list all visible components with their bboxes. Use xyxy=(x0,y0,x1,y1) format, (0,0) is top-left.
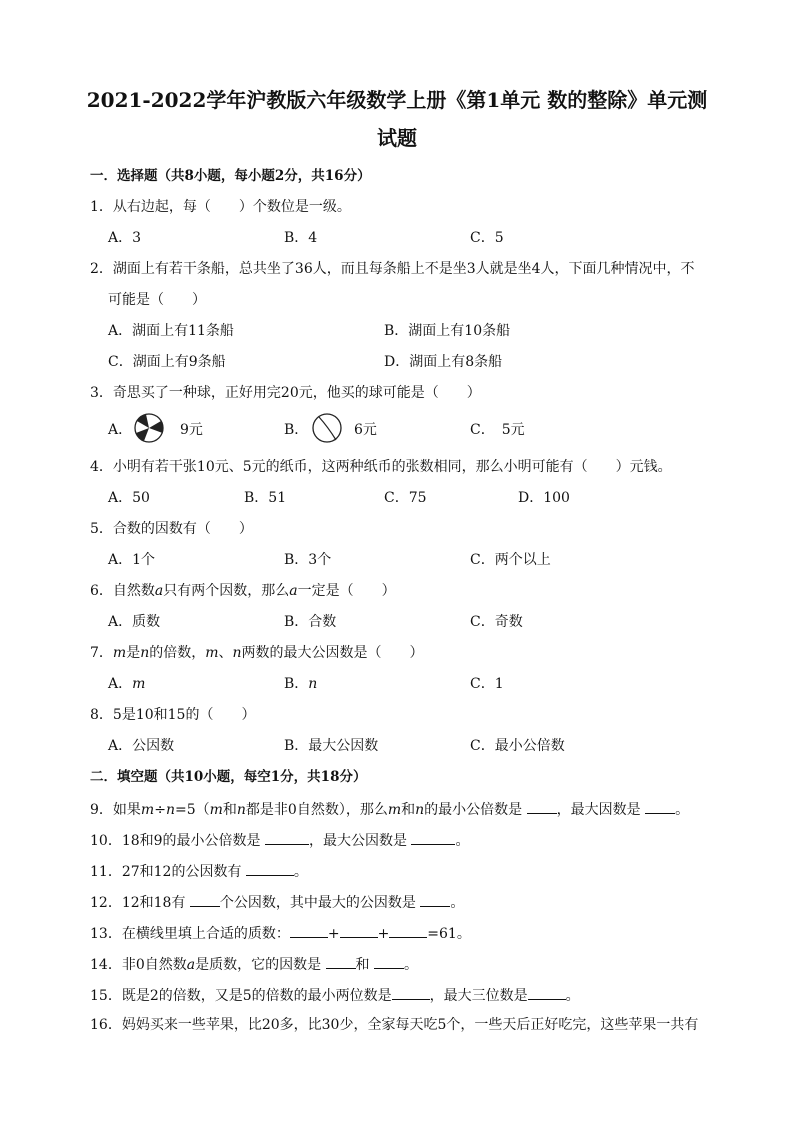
q5-option-a: A．1个 xyxy=(108,552,156,568)
q8-option-b: B．最大公因数 xyxy=(284,738,379,754)
page-title: 2021-2022学年沪教版六年级数学上册《第1单元 数的整除》单元测 xyxy=(86,88,708,112)
beach-ball-icon xyxy=(134,413,164,443)
answer-blank[interactable] xyxy=(389,922,427,938)
q7-option-c: C．1 xyxy=(470,676,504,692)
q1-option-b: B．4 xyxy=(284,230,318,246)
q7-option-b: B．n xyxy=(284,676,318,692)
q4-option-c: C．75 xyxy=(384,490,427,506)
question-7: 7．m是n的倍数，m、n两数的最大公因数是（ ） xyxy=(90,645,424,661)
q4-option-b: B．51 xyxy=(244,490,287,506)
question-3: 3．奇思买了一种球，正好用完20元，他买的球可能是（ ） xyxy=(90,385,481,401)
q7-option-a: A．m xyxy=(108,676,146,692)
q2-option-a: A．湖面上有11条船 xyxy=(108,323,234,339)
question-10: 10．18和9的最小公倍数是 ，最大公因数是 。 xyxy=(90,829,469,851)
answer-blank[interactable] xyxy=(340,922,378,938)
q3-option-c: C． 5元 xyxy=(470,422,525,438)
q5-option-c: C．两个以上 xyxy=(470,552,551,568)
q2-option-c: C．湖面上有9条船 xyxy=(108,354,226,370)
answer-blank[interactable] xyxy=(420,891,450,907)
q4-option-a: A．50 xyxy=(108,490,150,506)
question-13: 13．在横线里填上合适的质数： + + =61。 xyxy=(90,922,471,944)
question-12: 12．12和18有 个公因数，其中最大的公因数是 。 xyxy=(90,891,464,913)
q3-option-a-price: 9元 xyxy=(180,422,203,438)
question-4: 4．小明有若干张10元、5元的纸币，这两种纸币的张数相同，那么小明可能有（ ）元钱。 xyxy=(90,459,672,475)
answer-blank[interactable] xyxy=(374,953,404,969)
q3-option-b: B． xyxy=(284,422,309,438)
q2-option-b: B．湖面上有10条船 xyxy=(384,323,511,339)
q2-option-d: D．湖面上有8条船 xyxy=(384,354,503,370)
section-heading-fill: 二．填空题（共10小题，每空1分，共18分） xyxy=(90,769,367,785)
question-15: 15．既是2的倍数，又是5的倍数的最小两位数是 ，最大三位数是 。 xyxy=(90,984,580,1006)
q3-option-b-price: 6元 xyxy=(354,422,377,438)
answer-blank[interactable] xyxy=(411,829,455,845)
answer-blank[interactable] xyxy=(326,953,356,969)
question-9: 9．如果m÷n=5（m和n都是非0自然数），那么m和n的最小公倍数是 ，最大因数是 。 xyxy=(90,798,689,820)
q1-option-a: A．3 xyxy=(108,230,142,246)
q5-option-b: B．3个 xyxy=(284,552,332,568)
answer-blank[interactable] xyxy=(527,798,557,814)
question-8: 8．5是10和15的（ ） xyxy=(90,707,256,723)
question-11: 11．27和12的公因数有 。 xyxy=(90,860,308,882)
answer-blank[interactable] xyxy=(190,891,220,907)
question-1: 1．从右边起，每（ ）个数位是一级。 xyxy=(90,199,351,215)
q1-option-c: C．5 xyxy=(470,230,504,246)
ball-icon xyxy=(312,413,342,443)
q3-option-a: A． xyxy=(108,422,133,438)
question-2-line1: 2．湖面上有若干条船，总共坐了36人，而且每条船上不是坐3人就是坐4人，下面几种情况中，不 xyxy=(90,261,695,277)
question-16: 16．妈妈买来一些苹果，比20多，比30少，全家每天吃5个，一些天后正好吃完，这些苹果一共有 xyxy=(90,1017,699,1033)
answer-blank[interactable] xyxy=(528,984,566,1000)
section-heading-choice: 一．选择题（共8小题，每小题2分，共16分） xyxy=(90,168,371,184)
q6-option-b: B．合数 xyxy=(284,614,337,630)
answer-blank[interactable] xyxy=(290,922,328,938)
answer-blank[interactable] xyxy=(246,860,294,876)
q8-option-c: C．最小公倍数 xyxy=(470,738,565,754)
q6-option-a: A．质数 xyxy=(108,614,161,630)
question-14: 14．非0自然数a是质数，它的因数是 和 。 xyxy=(90,953,418,975)
q6-option-c: C．奇数 xyxy=(470,614,523,630)
answer-blank[interactable] xyxy=(265,829,309,845)
question-6: 6．自然数a只有两个因数，那么a一定是（ ） xyxy=(90,583,396,599)
question-2-line2: 可能是（ ） xyxy=(108,292,206,308)
q4-option-d: D．100 xyxy=(518,490,570,506)
answer-blank[interactable] xyxy=(645,798,675,814)
q8-option-a: A．公因数 xyxy=(108,738,175,754)
page-title-continued: 试题 xyxy=(377,126,417,150)
answer-blank[interactable] xyxy=(392,984,430,1000)
question-5: 5．合数的因数有（ ） xyxy=(90,521,253,537)
